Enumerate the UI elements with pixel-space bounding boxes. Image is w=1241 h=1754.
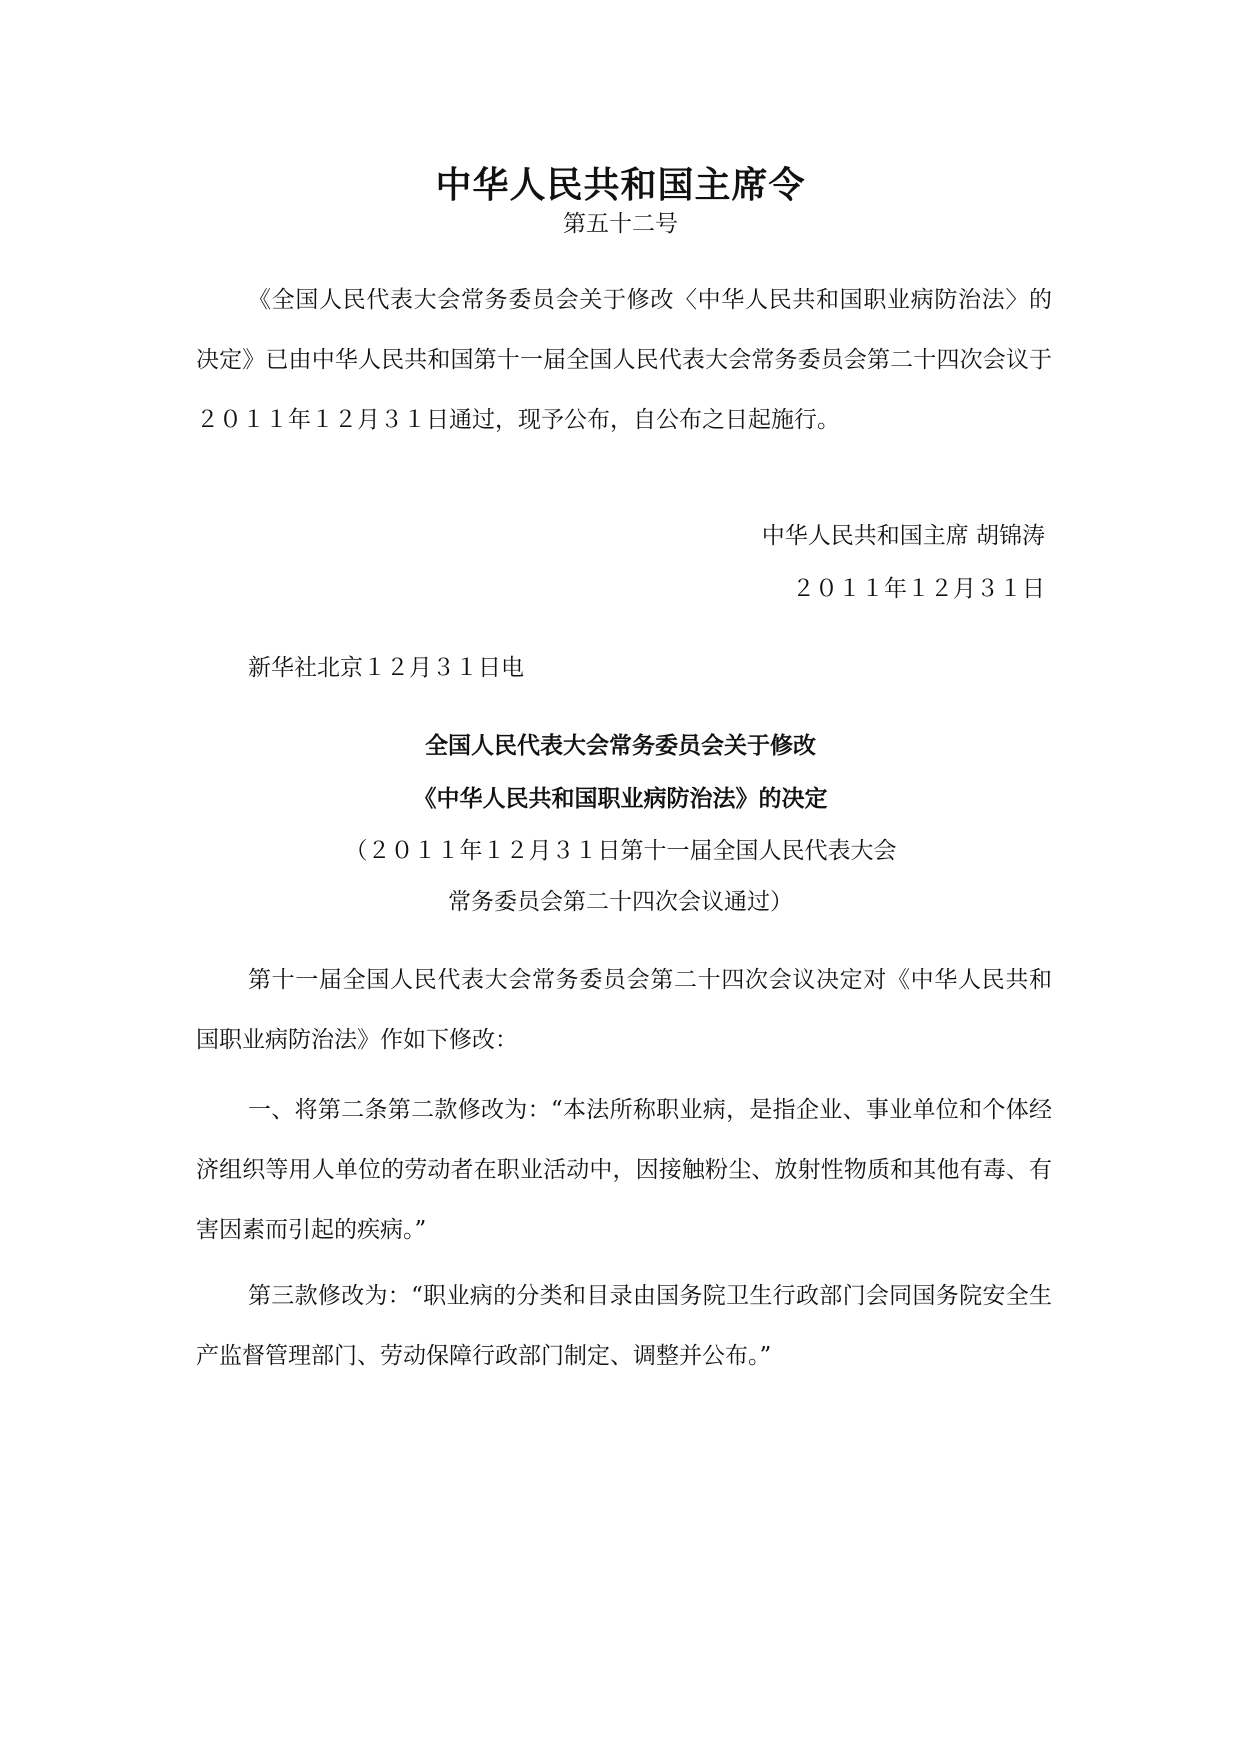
dateline: 新华社北京１２月３１日电 <box>248 655 524 681</box>
order-date: ２０１１年１２月３１日 <box>792 576 1045 602</box>
decision-paragraph-amendment-1: 一、将第二条第二款修改为：“本法所称职业病，是指企业、事业单位和个体经济组织等用人单位的劳动者在职业活动中，因接触粉尘、放射性物质和其他有毒、有害因素而引起的疾病。” <box>196 1097 1052 1243</box>
adoption-note-line-2: 常务委员会第二十四次会议通过） <box>448 889 793 915</box>
signatory: 中华人民共和国主席 胡锦涛 <box>761 523 1045 549</box>
decision-title-line-1: 全国人民代表大会常务委员会关于修改 <box>425 733 816 759</box>
decision-paragraph-amendment-2: 第三款修改为：“职业病的分类和目录由国务院卫生行政部门会同国务院安全生产监督管理部门、劳动保障行政部门制定、调整并公布。” <box>196 1283 1052 1369</box>
adoption-note-line-1: （２０１１年１２月３１日第十一届全国人民代表大会 <box>344 838 897 864</box>
order-number: 第五十二号 <box>563 211 678 237</box>
decision-title-line-2: 《中华人民共和国职业病防治法》的决定 <box>413 786 828 812</box>
document-title: 中华人民共和国主席令 <box>435 165 806 206</box>
order-body-paragraph: 《全国人民代表大会常务委员会关于修改〈中华人民共和国职业病防治法〉的决定》已由中华人民共和国第十一届全国人民代表大会常务委员会第二十四次会议于２０１１年１２月３１日通过，现予公布，自公布之日起施行。 <box>196 287 1052 433</box>
decision-paragraph-intro: 第十一届全国人民代表大会常务委员会第二十四次会议决定对《中华人民共和国职业病防治法》作如下修改： <box>196 967 1052 1053</box>
